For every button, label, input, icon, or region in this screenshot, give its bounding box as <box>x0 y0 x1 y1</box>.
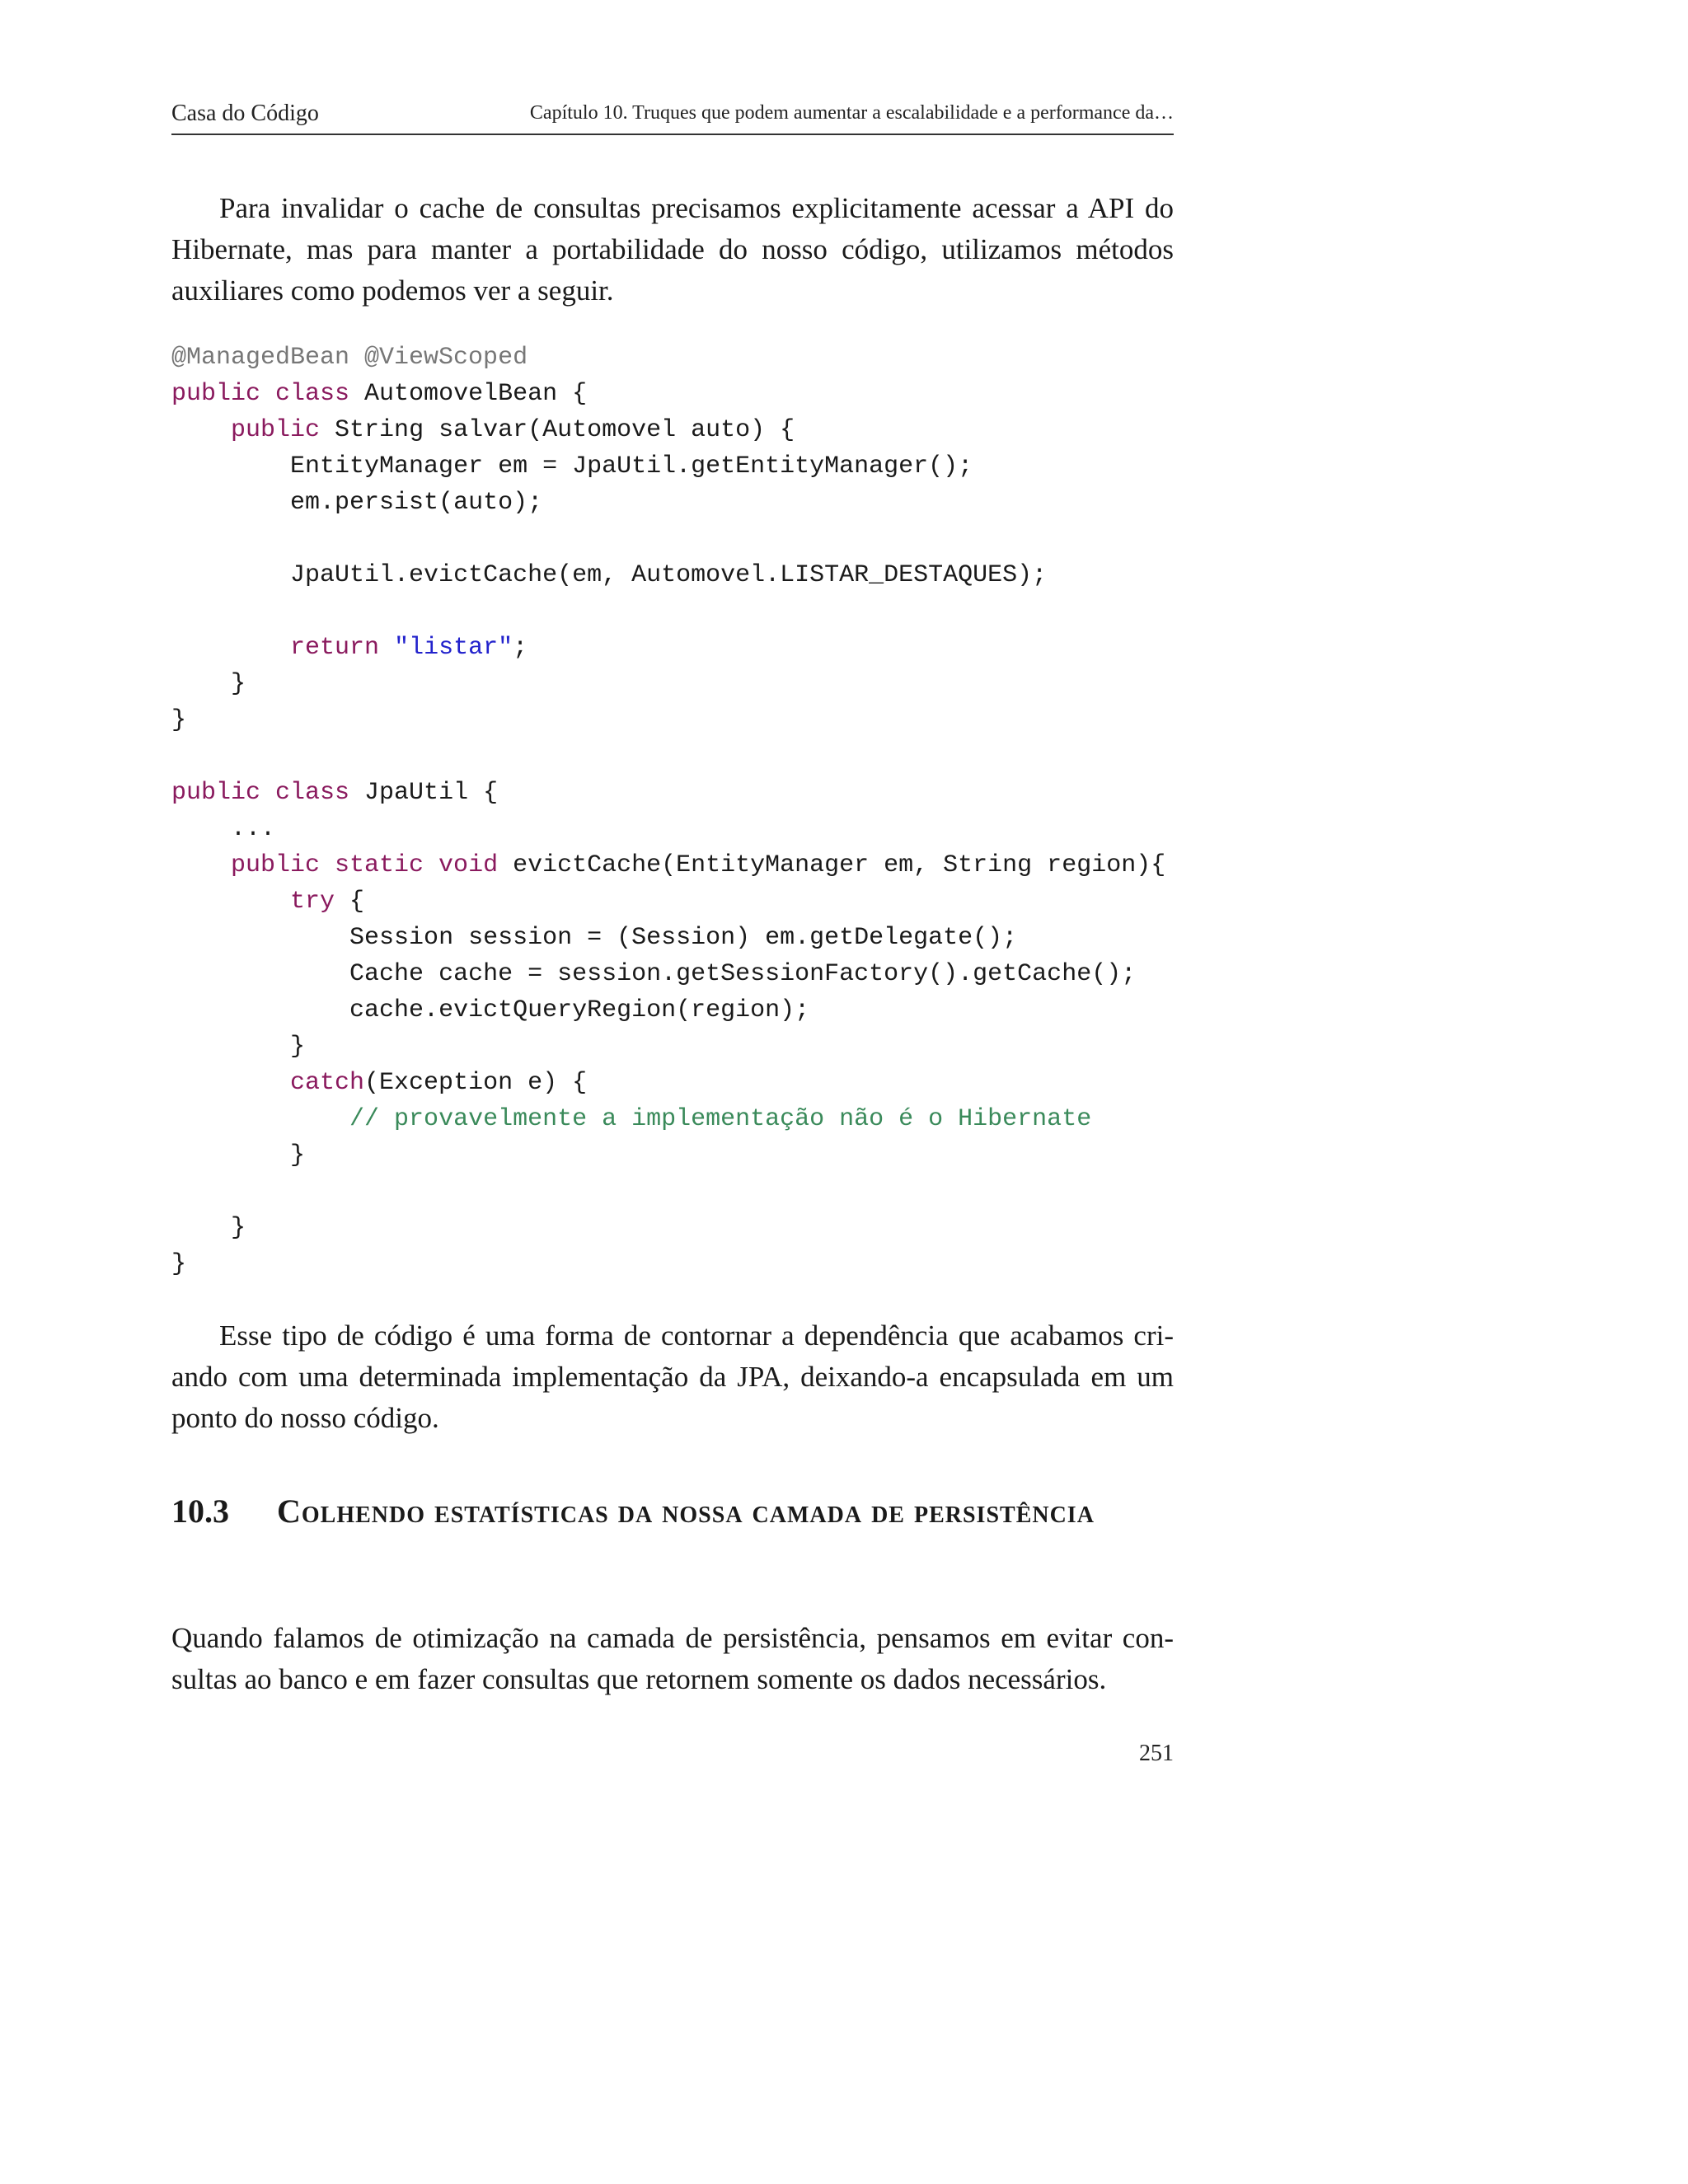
code-text: em.persist(auto); <box>290 489 543 517</box>
code-line <box>171 847 1174 883</box>
code-keyword: public <box>231 416 321 444</box>
code-line-blank <box>171 738 1174 775</box>
code-brace: } <box>231 670 246 698</box>
code-annotation: @ManagedBean @ViewScoped <box>171 344 528 372</box>
code-line <box>171 666 1174 702</box>
code-line <box>171 1101 1174 1137</box>
code-text: String salvar(Automovel auto) { <box>320 416 795 444</box>
code-line <box>171 448 1174 485</box>
code-line <box>171 956 1174 992</box>
code-text: EntityManager em = JpaUtil.getEntityManager(); <box>290 452 973 480</box>
code-brace: } <box>231 1214 246 1242</box>
code-keyword: public class <box>171 380 350 408</box>
section-number: 10.3 <box>171 1493 229 1530</box>
code-line <box>171 702 1174 738</box>
code-text: Cache cache = session.getSessionFactory().getCache(); <box>349 960 1137 988</box>
code-text: evictCache(EntityManager em, String region){ <box>498 851 1166 879</box>
paragraph-intro: Para invalidar o cache de consultas precisamos explicitamente acessar a API do Hibernate, mas para manter a portabilidade do nosso código, utilizamos métodos auxiliares como podemos ver a seguir. <box>171 192 1174 307</box>
code-text: (Exception e) { <box>364 1069 588 1097</box>
code-line <box>171 920 1174 956</box>
code-line <box>171 992 1174 1029</box>
code-line-blank <box>171 593 1174 630</box>
code-text: ; <box>513 634 528 662</box>
code-text: AutomovelBean { <box>349 380 588 408</box>
code-text: { <box>335 888 365 916</box>
code-line <box>171 376 1174 412</box>
code-line <box>171 340 1174 376</box>
header-chapter-title: Capítulo 10. Truques que podem aumentar a escalabilidade e a performance da… <box>529 102 1174 124</box>
code-brace: } <box>171 706 187 734</box>
code-keyword: return <box>290 634 380 662</box>
code-keyword: catch <box>290 1069 365 1097</box>
code-keyword: public class <box>171 779 350 807</box>
code-line <box>171 485 1174 521</box>
code-line-blank <box>171 521 1174 557</box>
code-line <box>171 1065 1174 1101</box>
running-header <box>171 97 1174 135</box>
code-line <box>171 883 1174 920</box>
code-text: JpaUtil.evictCache(em, Automovel.LISTAR_DESTAQUES); <box>290 561 1048 589</box>
code-keyword: public static void <box>231 851 499 879</box>
code-line <box>171 557 1174 593</box>
code-line <box>171 811 1174 847</box>
code-brace: } <box>171 1250 187 1278</box>
paragraph-section-intro: Quando falamos de otimização na camada de persistência, pensamos em evitar consultas ao banco e em fazer consultas que retornem somente os dados necessários. <box>171 1622 1174 1695</box>
code-string: "listar" <box>394 634 513 662</box>
code-line <box>171 1246 1174 1282</box>
code-keyword: try <box>290 888 335 916</box>
code-listing <box>171 340 1174 1282</box>
code-brace: } <box>290 1141 306 1169</box>
header-book-title: Casa do Código <box>171 101 319 126</box>
code-text: Session session = (Session) em.getDelegate(); <box>349 924 1018 952</box>
code-line <box>171 630 1174 666</box>
code-text: JpaUtil { <box>349 779 499 807</box>
code-line <box>171 1137 1174 1174</box>
code-line <box>171 775 1174 811</box>
code-text: cache.evictQueryRegion(region); <box>349 996 810 1024</box>
code-comment: // provavelmente a implementação não é o Hibernate <box>349 1105 1092 1133</box>
page-number: 251 <box>1139 1741 1174 1766</box>
section-title: Colhendo estatísticas da nossa camada de persistência <box>277 1493 1095 1530</box>
code-brace: } <box>290 1033 306 1061</box>
code-line <box>171 412 1174 448</box>
code-line-blank <box>171 1174 1174 1210</box>
code-line <box>171 1210 1174 1246</box>
paragraph-explanation: Esse tipo de código é uma forma de contornar a dependência que acabamos criando com uma determinada implementação da JPA, deixando-a encapsulada em um ponto do nosso código. <box>171 1319 1174 1434</box>
code-text: ... <box>231 815 276 843</box>
code-line <box>171 1029 1174 1065</box>
